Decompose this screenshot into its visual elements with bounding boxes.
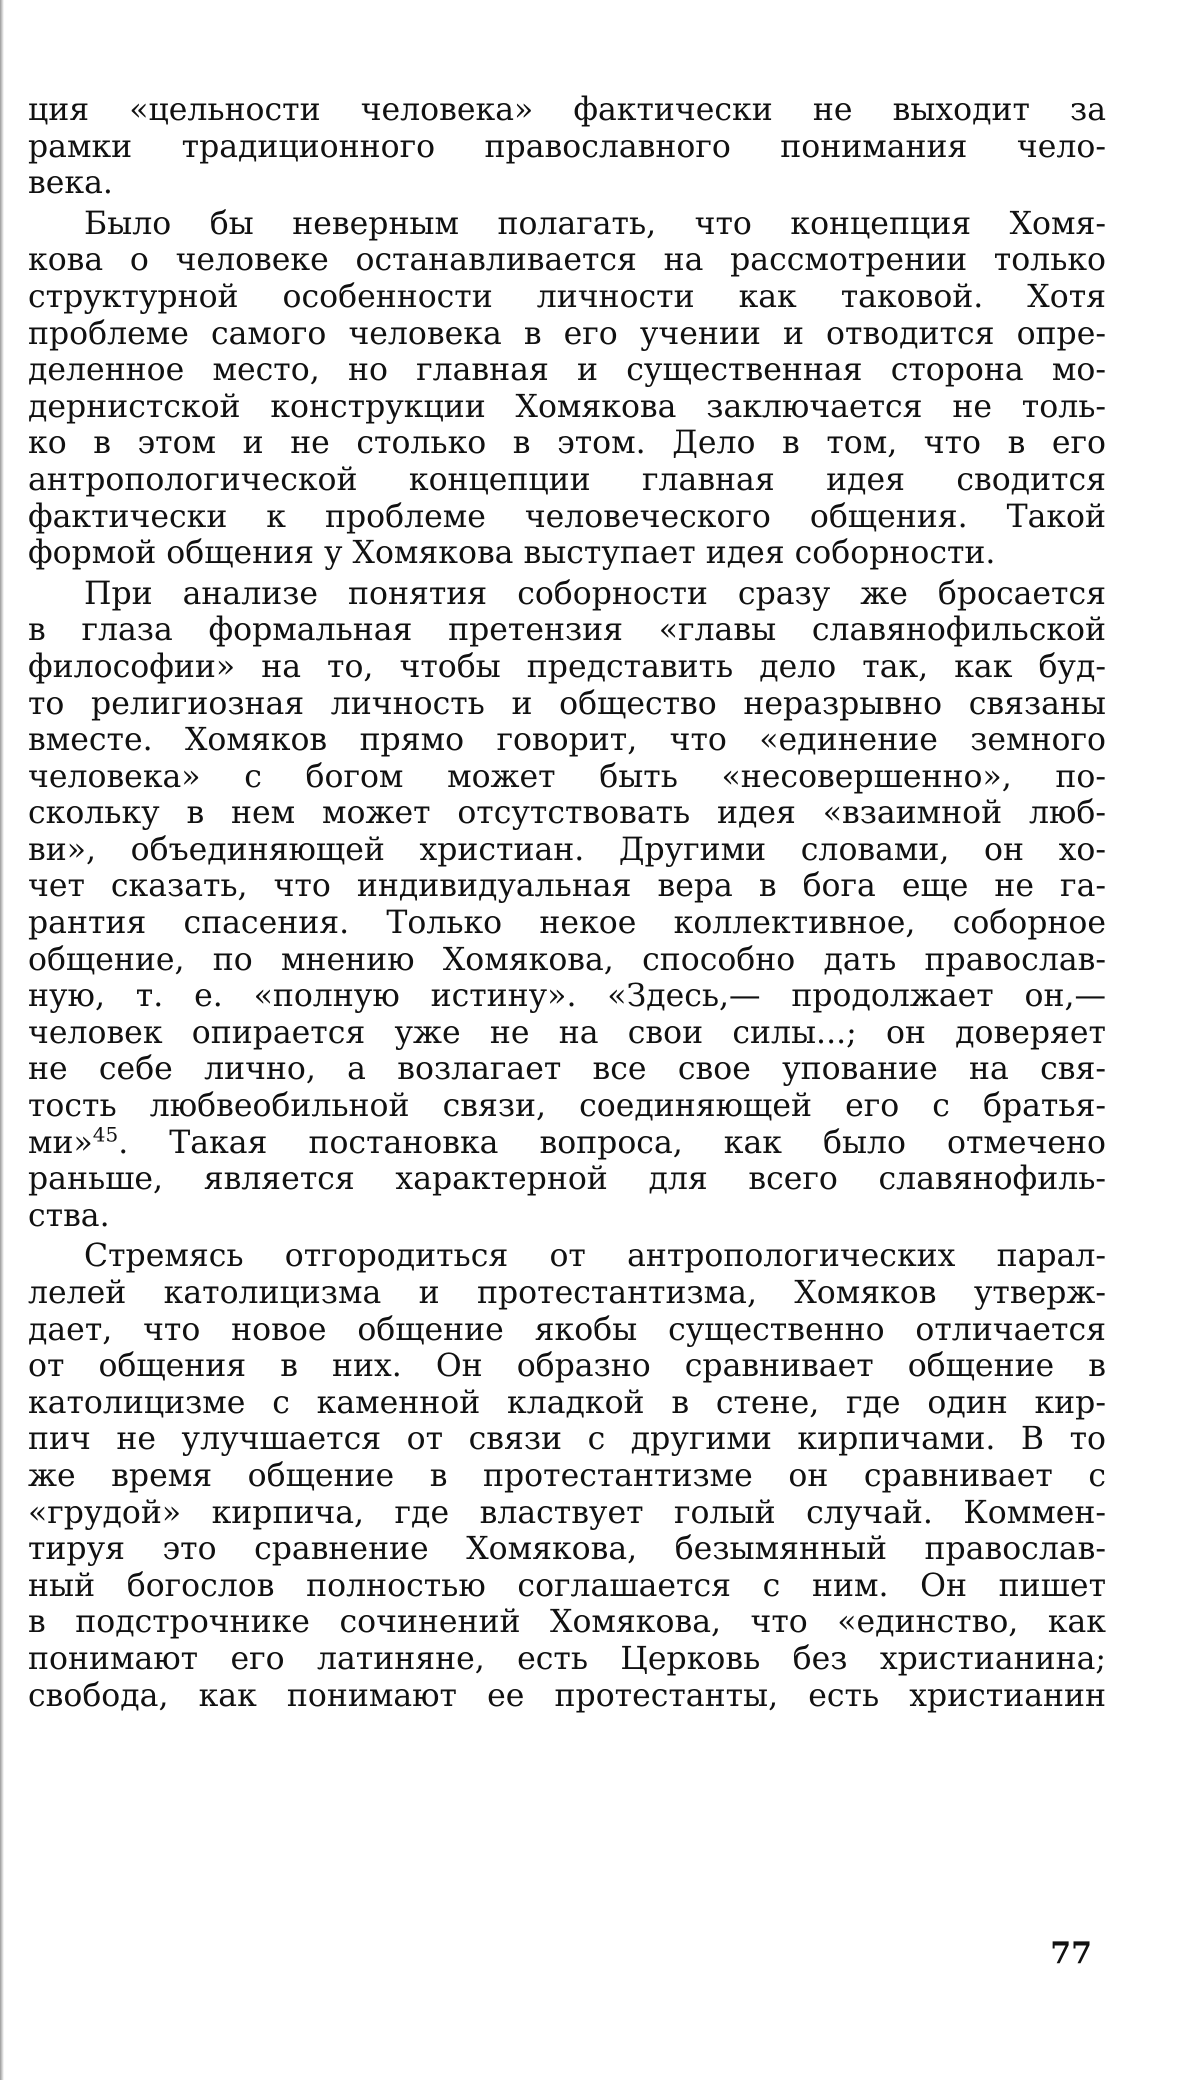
text-line: пич не улучшается от связи с другими кирпичами. В то xyxy=(28,1421,1106,1458)
page-number: 77 xyxy=(1050,1936,1092,1971)
text-line: ко в этом и не столько в этом. Дело в том, что в его xyxy=(28,425,1106,462)
text-line: При анализе понятия соборности сразу же бросается xyxy=(84,575,1106,612)
text-line: ную, т. е. «полную истину». «Здесь,— продолжает он,— xyxy=(28,978,1106,1015)
text-line: человек опирается уже не на свои силы...; он доверяет xyxy=(28,1014,1106,1051)
text-line: ция «цельности человека» фактически не выходит за xyxy=(28,92,1106,128)
text-line: антропологической концепции главная идея сводится xyxy=(28,461,1106,498)
text-line: «грудой» кирпича, где властвует голый случай. Коммен- xyxy=(28,1494,1106,1531)
text-line: тость любвеобильной связи, соединяющей его с братья- xyxy=(28,1088,1106,1125)
paragraph-3 xyxy=(28,576,1106,1235)
text-line: вместе. Хомяков прямо говорит, что «единение земного xyxy=(28,722,1106,759)
text-line: проблеме самого человека в его учении и отводится опре- xyxy=(28,315,1106,352)
text-line: раньше, является характерной для всего славянофиль- xyxy=(28,1161,1106,1198)
text-line: лелей католицизма и протестантизма, Хомяков утверж- xyxy=(28,1275,1106,1311)
text-line: структурной особенности личности как таковой. Хотя xyxy=(28,278,1106,315)
paragraph-2 xyxy=(28,206,1106,572)
text-line: не себе лично, а возлагает все свое упование на свя- xyxy=(28,1051,1106,1088)
text-line: ства. xyxy=(28,1197,110,1234)
text-line: философии» на то, чтобы представить дело так, как буд- xyxy=(28,648,1106,685)
page-edge-shadow xyxy=(0,0,4,2080)
text-fragment: ми» xyxy=(28,1124,93,1161)
text-line: Было бы неверным полагать, что концепция Хомя- xyxy=(84,205,1106,242)
text-line: дает, что новое общение якобы существенно отличается xyxy=(28,1311,1106,1348)
text-line: католицизме с каменной кладкой в стене, где один кир- xyxy=(28,1384,1106,1421)
text-line: рантия спасения. Только некое коллективное, соборное xyxy=(28,905,1106,942)
text-line-with-footnote xyxy=(28,1122,1106,1162)
text-line: тируя это сравнение Хомякова, безымянный православ- xyxy=(28,1531,1106,1568)
text-line: деленное место, но главная и существенная сторона мо- xyxy=(28,352,1106,389)
text-line: Стремясь отгородиться от антропологических парал- xyxy=(84,1238,1106,1275)
text-line: чет сказать, что индивидуальная вера в бога еще не га- xyxy=(28,868,1106,905)
text-line: ный богослов полностью соглашается с ним. Он пишет xyxy=(28,1567,1106,1604)
footnote-reference: 45 xyxy=(92,1122,119,1147)
text-line: же время общение в протестантизме он сравнивает с xyxy=(28,1457,1106,1494)
text-fragment: . Такая постановка вопроса, как было отмечено xyxy=(118,1124,1106,1161)
text-line: понимают его латиняне, есть Церковь без христианина; xyxy=(28,1640,1106,1677)
text-line: кова о человеке останавливается на рассмотрении только xyxy=(28,242,1106,279)
text-line: рамки традиционного православного понимания чело- xyxy=(28,128,1106,165)
text-line: дернистской конструкции Хомякова заключается не толь- xyxy=(28,388,1106,425)
text-line: в глаза формальная претензия «главы славянофильской xyxy=(28,612,1106,649)
paragraph-1 xyxy=(28,92,1106,202)
text-line: в подстрочнике сочинений Хомякова, что «единство, как xyxy=(28,1604,1106,1641)
text-line: фактически к проблеме человеческого общения. Такой xyxy=(28,498,1106,535)
paragraph-4 xyxy=(28,1238,1106,1714)
text-line: от общения в них. Он образно сравнивает общение в xyxy=(28,1348,1106,1385)
text-line: то религиозная личность и общество неразрывно связаны xyxy=(28,685,1106,722)
text-line: общение, по мнению Хомякова, способно дать православ- xyxy=(28,941,1106,978)
text-line: века. xyxy=(28,165,113,202)
text-line: свобода, как понимают ее протестанты, есть христианин xyxy=(28,1677,1106,1714)
text-line: человека» с богом может быть «несовершенно», по- xyxy=(28,758,1106,795)
text-line: ви», объединяющей христиан. Другими словами, он хо- xyxy=(28,831,1106,868)
body-text xyxy=(28,92,1106,1714)
text-line: формой общения у Хомякова выступает идея соборности. xyxy=(28,535,996,572)
text-line: скольку в нем может отсутствовать идея «взаимной люб- xyxy=(28,795,1106,832)
